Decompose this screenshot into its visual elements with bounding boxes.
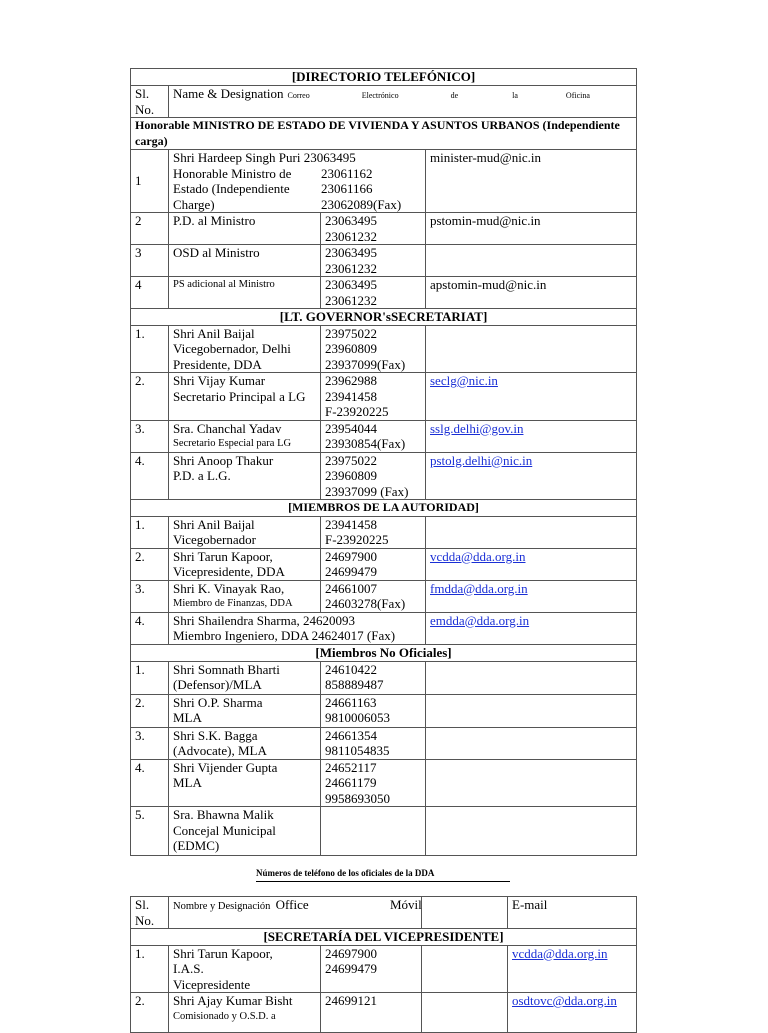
email-cell xyxy=(426,420,637,452)
section-heading-row xyxy=(131,118,637,150)
row-number: 4. xyxy=(131,452,169,500)
phone-numbers: 23061162 23061166 23062089(Fax) xyxy=(321,165,402,212)
official-name: Sra. Bhawna Malik Concejal Municipal (EDMC) xyxy=(169,807,321,856)
official-name-cell xyxy=(169,420,321,452)
email-link[interactable]: seclg@nic.in xyxy=(430,373,498,388)
header-oficina: Oficina xyxy=(565,91,590,100)
official-name: OSD al Ministro xyxy=(169,245,321,277)
official-name: Shri Somnath Bharti (Defensor)/MLA xyxy=(169,661,321,694)
official-name: Shri Anil Baijal Vicegobernador, Delhi Presidente, DDA xyxy=(169,325,321,373)
email-cell xyxy=(426,759,637,807)
dda-officials-table xyxy=(130,896,637,1033)
table-row xyxy=(131,694,637,727)
phone-numbers: 24661163 9810006053 xyxy=(321,694,426,727)
official-name: PS adicional al Ministro xyxy=(169,277,321,309)
row-number: 1. xyxy=(131,661,169,694)
email-cell xyxy=(426,548,637,580)
table-row xyxy=(131,150,637,213)
phone-number: 23063495 xyxy=(303,150,356,165)
section-vp-heading: [SECRETARÍA DEL VICEPRESIDENTE] xyxy=(131,929,637,946)
table-title-row xyxy=(131,69,637,86)
email-cell: pstomin-mud@nic.in xyxy=(426,213,637,245)
section-nonofficial-heading: [Miembros No Oficiales] xyxy=(131,644,637,661)
phone-numbers: 23063495 23061232 xyxy=(321,277,426,309)
phone-directory-table xyxy=(130,68,637,856)
header-sl-no: Sl. No. xyxy=(131,86,169,118)
official-name: Sra. Chanchal Yadav xyxy=(173,420,282,436)
official-name: Shri Vijay Kumar Secretario Principal a LG xyxy=(169,373,321,421)
official-name: Shri Shailendra Sharma, xyxy=(173,612,300,628)
official-name: Shri S.K. Bagga (Advocate), MLA xyxy=(169,727,321,759)
header-de: de xyxy=(450,91,459,100)
row-number: 5. xyxy=(131,807,169,856)
phone-number: 24624017 (Fax) xyxy=(311,628,396,643)
officials-phone-caption: Números de teléfono de los oficiales de la DDA xyxy=(256,868,510,882)
email-cell xyxy=(426,245,637,277)
table-row xyxy=(131,807,637,856)
header-name-office xyxy=(169,897,422,929)
email-link[interactable]: emdda@dda.org.in xyxy=(430,612,530,628)
phone-number: 24620093 xyxy=(302,612,355,628)
table-row xyxy=(131,548,637,580)
header-name-designation: Nombre y Designación xyxy=(173,901,271,912)
row-number: 3. xyxy=(131,420,169,452)
email-cell: minister-mud@nic.in xyxy=(426,150,637,213)
header-name-designation: Name & Designation xyxy=(173,86,284,101)
row-number: 1 xyxy=(131,150,169,213)
table-row xyxy=(131,516,637,548)
official-name: P.D. al Ministro xyxy=(169,213,321,245)
email-cell xyxy=(508,945,637,993)
official-designation: Miembro de Finanzas, DDA xyxy=(173,598,293,609)
table-row xyxy=(131,945,637,993)
email-link[interactable]: osdtovc@dda.org.in xyxy=(512,993,617,1008)
email-cell xyxy=(426,612,637,644)
official-name-cell xyxy=(169,580,321,612)
official-name-cell xyxy=(169,993,321,1033)
header-sl-no: Sl. No. xyxy=(131,897,169,929)
row-number: 3. xyxy=(131,727,169,759)
header-email: E-mail xyxy=(508,897,637,929)
name-phone-cell xyxy=(169,150,426,213)
official-designation: Honorable Ministro de Estado (Independiente Charge) xyxy=(173,165,292,212)
table-row xyxy=(131,727,637,759)
email-cell xyxy=(426,580,637,612)
row-number: 1. xyxy=(131,325,169,373)
table-row xyxy=(131,759,637,807)
email-cell: apstomin-mud@nic.in xyxy=(426,277,637,309)
section-heading-row xyxy=(131,309,637,326)
header-movil: Móvil xyxy=(422,897,508,929)
official-designation: Secretario Especial para LG xyxy=(173,438,292,449)
table-header-row xyxy=(131,86,637,118)
phone-numbers: 23975022 23960809 23937099(Fax) xyxy=(321,325,426,373)
official-name: Shri Vijender Gupta MLA xyxy=(169,759,321,807)
row-number: 2. xyxy=(131,694,169,727)
header-la: la xyxy=(512,91,518,100)
official-name: Shri Ajay Kumar Bisht xyxy=(173,993,293,1008)
table-row xyxy=(131,993,637,1033)
header-electronico: Electrónico xyxy=(361,91,399,100)
phone-numbers: 23063495 23061232 xyxy=(321,245,426,277)
row-number: 4. xyxy=(131,759,169,807)
row-number: 4. xyxy=(131,612,169,644)
table-row xyxy=(131,580,637,612)
phone-numbers xyxy=(321,807,426,856)
row-number: 3 xyxy=(131,245,169,277)
row-number: 2 xyxy=(131,213,169,245)
header-correo: Correo xyxy=(287,91,310,100)
email-cell xyxy=(426,807,637,856)
official-name: Shri Tarun Kapoor, I.A.S. Vicepresidente xyxy=(169,945,321,993)
phone-numbers: 23063495 23061232 xyxy=(321,213,426,245)
phone-numbers: 23954044 23930854(Fax) xyxy=(321,420,426,452)
email-link[interactable]: fmdda@dda.org.in xyxy=(430,580,528,596)
email-cell xyxy=(426,727,637,759)
section-minister-heading: Honorable MINISTRO DE ESTADO DE VIVIENDA Y ASUNTOS URBANOS (Independiente carga) xyxy=(131,118,637,150)
table-row xyxy=(131,661,637,694)
official-name: Shri Anil Baijal Vicegobernador xyxy=(169,516,321,548)
phone-numbers: 24697900 24699479 xyxy=(321,548,426,580)
email-cell xyxy=(426,325,637,373)
email-link[interactable]: vcdda@dda.org.in xyxy=(512,945,608,961)
email-link[interactable]: vcdda@dda.org.in xyxy=(430,548,526,564)
section-heading-row xyxy=(131,500,637,517)
official-designation: Miembro Ingeniero, DDA xyxy=(173,628,309,643)
row-number: 2. xyxy=(131,993,169,1033)
official-name: Shri Anoop Thakur P.D. a L.G. xyxy=(169,452,321,500)
section-heading-row xyxy=(131,929,637,946)
phone-numbers: 24661007 24603278(Fax) xyxy=(321,580,426,612)
email-cell xyxy=(426,661,637,694)
phone-numbers: 24652117 24661179 9958693050 xyxy=(321,759,426,807)
official-name: Shri O.P. Sharma MLA xyxy=(169,694,321,727)
official-name: Shri Tarun Kapoor, Vicepresidente, DDA xyxy=(169,548,321,580)
phone-numbers: 24699121 xyxy=(321,993,422,1033)
directory-title: [DIRECTORIO TELEFÓNICO] xyxy=(131,69,637,86)
row-number: 2. xyxy=(131,548,169,580)
phone-numbers: 24697900 24699479 xyxy=(321,945,422,993)
phone-numbers: 24661354 9811054835 xyxy=(321,727,426,759)
table-header-row xyxy=(131,897,637,929)
mobile-cell xyxy=(422,945,508,993)
phone-numbers: 23941458 F-23920225 xyxy=(321,516,426,548)
table-row xyxy=(131,277,637,309)
phone-numbers: 23962988 23941458 F-23920225 xyxy=(321,373,426,421)
email-cell xyxy=(426,694,637,727)
phone-numbers: 24610422 858889487 xyxy=(321,661,426,694)
phone-numbers: 23975022 23960809 23937099 (Fax) xyxy=(321,452,426,500)
email-cell xyxy=(426,452,637,500)
row-number: 3. xyxy=(131,580,169,612)
table-row xyxy=(131,420,637,452)
table-row xyxy=(131,612,637,644)
email-cell xyxy=(426,373,637,421)
header-name-email xyxy=(169,86,637,118)
row-number: 4 xyxy=(131,277,169,309)
section-heading-row xyxy=(131,644,637,661)
section-lg-heading: [LT. GOVERNOR'sSECRETARIAT] xyxy=(131,309,637,326)
header-office: Office xyxy=(275,897,309,912)
table-row xyxy=(131,245,637,277)
official-name: Shri K. Vinayak Rao, xyxy=(173,580,285,596)
email-cell xyxy=(508,993,637,1033)
official-designation: Comisionado y O.S.D. a xyxy=(173,1010,276,1022)
name-phone-cell xyxy=(169,612,426,644)
table-row xyxy=(131,325,637,373)
mobile-cell xyxy=(422,993,508,1033)
email-cell xyxy=(426,516,637,548)
table-row xyxy=(131,373,637,421)
row-number: 1. xyxy=(131,516,169,548)
official-name: Shri Hardeep Singh Puri xyxy=(173,150,301,165)
section-authority-heading: [MIEMBROS DE LA AUTORIDAD] xyxy=(131,500,637,517)
row-number: 2. xyxy=(131,373,169,421)
email-link[interactable]: pstolg.delhi@nic.in xyxy=(430,452,533,468)
table-row xyxy=(131,213,637,245)
row-number: 1. xyxy=(131,945,169,993)
table-row xyxy=(131,452,637,500)
email-link[interactable]: sslg.delhi@gov.in xyxy=(430,420,524,436)
